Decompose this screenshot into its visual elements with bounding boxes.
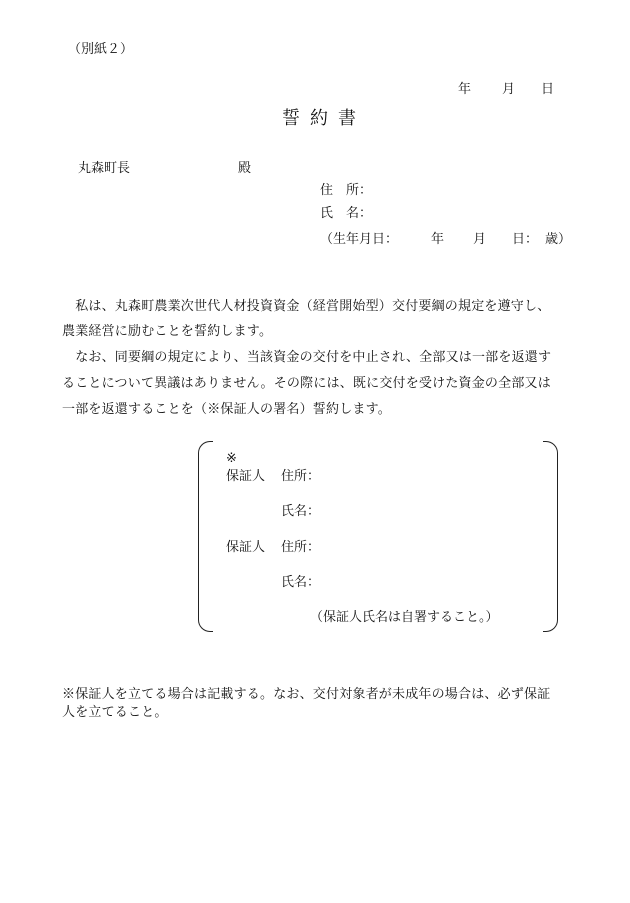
date-month: 月 <box>502 82 516 97</box>
applicant-birth-day: 日： <box>512 232 539 247</box>
applicant-birth-prefix: （生年月日： <box>320 232 399 247</box>
page-title: 誓約書 <box>282 108 366 129</box>
guarantor-1-name-label: 氏名： <box>281 504 321 519</box>
date-year: 年 <box>458 82 472 97</box>
body-line: 一部を返還することを（※保証人の署名）誓約します。 <box>62 402 391 417</box>
applicant-name-label: 氏 名： <box>320 206 373 221</box>
body-line: なお、同要綱の規定により、当該資金の交付を中止され、全部又は一部を返還す <box>62 350 552 365</box>
guarantor-box-left-bracket <box>198 441 213 632</box>
body-line: 農業経営に励むことを誓約します。 <box>62 324 273 339</box>
applicant-address-label: 住 所： <box>320 183 373 198</box>
guarantor-2-name-label: 氏名： <box>281 575 321 590</box>
body-line: ることについて異議はありません。その際には、既に交付を受けた資金の全部又は <box>62 376 551 391</box>
applicant-birth-age: 歳） <box>545 232 572 247</box>
guarantor-1-address-label: 住所： <box>281 469 321 484</box>
body-line: 私は、丸森町農業次世代人材投資資金（経営開始型）交付要綱の規定を遵守し、 <box>62 299 551 314</box>
guarantor-mark: ※ <box>226 451 237 466</box>
guarantor-1-label: 保証人 <box>226 469 266 484</box>
guarantor-note: （保証人氏名は自署すること。） <box>310 610 499 625</box>
addressee-honorific: 殿 <box>238 161 252 176</box>
guarantor-2-label: 保証人 <box>226 540 266 555</box>
applicant-birth-month: 月 <box>473 232 487 247</box>
guarantor-2-address-label: 住所： <box>281 540 321 555</box>
annex-label: （別紙２） <box>68 42 134 57</box>
addressee-name: 丸森町長 <box>78 161 131 176</box>
applicant-birth-year: 年 <box>431 232 445 247</box>
guarantor-box-right-bracket <box>543 441 558 632</box>
date-day: 日 <box>541 82 555 97</box>
footnote-line: 人を立てること。 <box>62 705 168 720</box>
footnote-line: ※保証人を立てる場合は記載する。なお、交付対象者が未成年の場合は、必ず保証 <box>62 687 551 702</box>
